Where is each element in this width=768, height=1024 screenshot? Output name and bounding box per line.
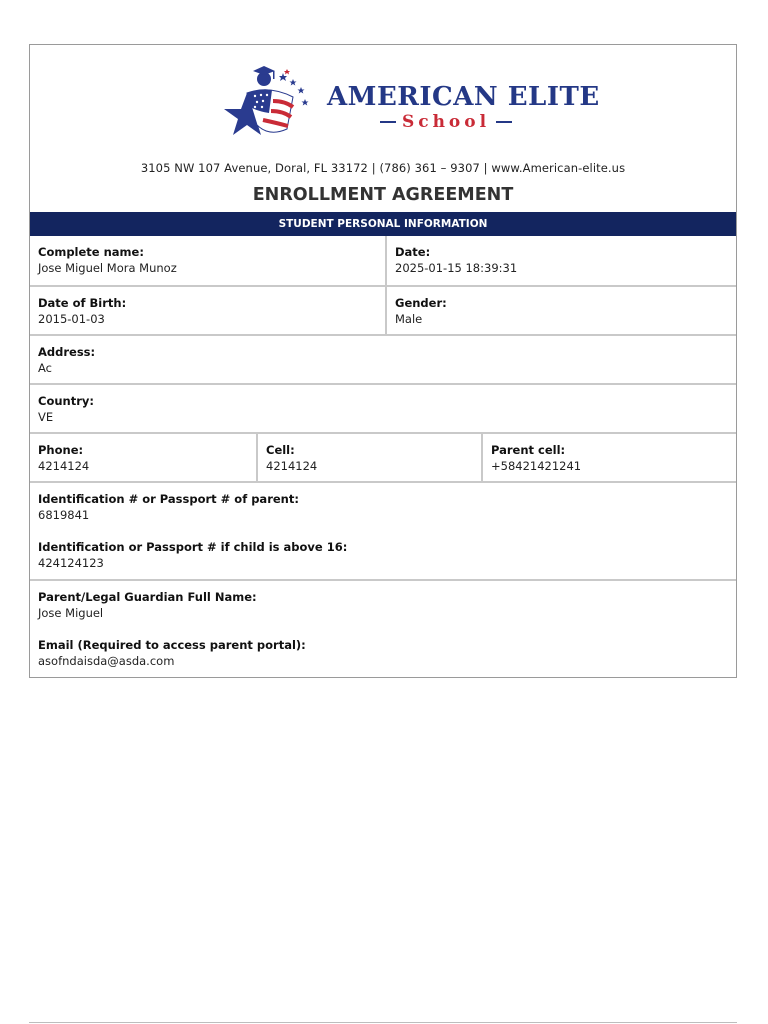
field-label: Complete name: xyxy=(38,245,144,259)
form-row xyxy=(30,383,736,432)
field-label: Date: xyxy=(395,245,431,259)
field-value: VE xyxy=(38,410,54,424)
country-field xyxy=(30,385,736,432)
cell-field xyxy=(256,434,481,481)
enrollment-agreement-document xyxy=(29,44,737,678)
form-row xyxy=(30,579,736,677)
field-label: Email (Required to access parent portal): xyxy=(38,638,306,652)
form-row xyxy=(30,481,736,579)
guardian-fields xyxy=(30,581,736,677)
school-address: 3105 NW 107 Avenue, Doral, FL 33172 | (786) 361 – 9307 | www.American-elite.us xyxy=(140,161,626,175)
divider xyxy=(496,121,512,123)
form-row xyxy=(30,334,736,383)
field-label: Cell: xyxy=(266,443,295,457)
gender-field xyxy=(385,287,736,334)
address-field xyxy=(30,336,736,383)
field-value: 2015-01-03 xyxy=(38,312,105,326)
form-row xyxy=(30,236,736,285)
section-heading: STUDENT PERSONAL INFORMATION xyxy=(30,212,736,236)
document-title: ENROLLMENT AGREEMENT xyxy=(252,185,514,205)
field-label: Identification or Passport # if child is above 16: xyxy=(38,540,348,554)
complete-name-field xyxy=(30,236,385,285)
date-of-birth-field xyxy=(30,287,385,334)
page-bottom-divider xyxy=(29,1022,737,1023)
field-value: Ac xyxy=(38,361,52,375)
field-value: asofndaisda@asda.com xyxy=(38,654,175,668)
field-value: 6819841 xyxy=(38,508,90,522)
field-value: Jose Miguel xyxy=(38,606,104,620)
spacer xyxy=(38,621,728,638)
field-value: Jose Miguel Mora Munoz xyxy=(38,261,177,275)
field-label: Gender: xyxy=(395,296,447,310)
form-row xyxy=(30,432,736,481)
field-value: 2025-01-15 18:39:31 xyxy=(395,261,518,275)
field-label: Parent cell: xyxy=(491,443,566,457)
date-field xyxy=(385,236,736,285)
spacer xyxy=(38,523,728,540)
form-row xyxy=(30,285,736,334)
field-value: Male xyxy=(395,312,423,326)
field-label: Parent/Legal Guardian Full Name: xyxy=(38,590,257,604)
field-value: 424124123 xyxy=(38,556,104,570)
brand-subtitle-text: School xyxy=(401,112,491,132)
field-label: Phone: xyxy=(38,443,84,457)
field-value: 4214124 xyxy=(266,459,318,473)
field-value: +58421421241 xyxy=(491,459,582,473)
phone-field xyxy=(30,434,256,481)
field-value: 4214124 xyxy=(38,459,90,473)
parent-cell-field xyxy=(481,434,736,481)
brand-name: AMERICAN ELITE xyxy=(327,82,600,112)
brand-subtitle xyxy=(376,111,516,133)
field-label: Address: xyxy=(38,345,96,359)
divider xyxy=(380,121,396,123)
field-label: Country: xyxy=(38,394,94,408)
field-label: Date of Birth: xyxy=(38,296,127,310)
identification-fields xyxy=(30,483,736,579)
document-header xyxy=(30,45,736,212)
school-logo-icon xyxy=(217,63,317,145)
field-label: Identification # or Passport # of parent: xyxy=(38,492,299,506)
